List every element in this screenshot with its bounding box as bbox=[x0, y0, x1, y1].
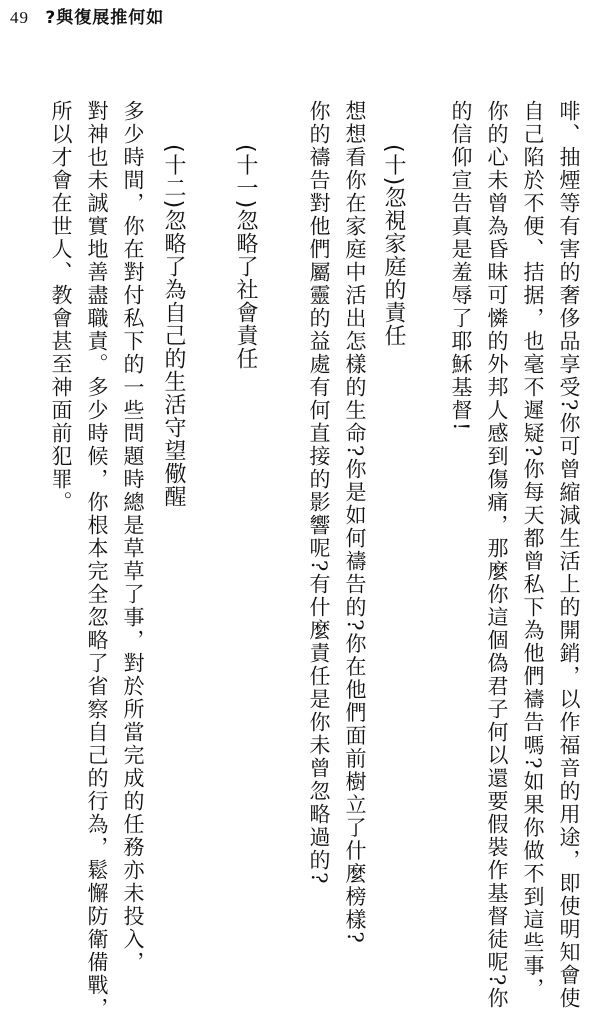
paragraph-line: 自己陷於不便、拮据，也毫不遲疑?你每天都曾私下為他們禱告嗎?如果你做不到這些事， bbox=[521, 100, 545, 1001]
paragraph-line: 啡、抽煙等有害的奢侈品享受?你可曾縮減生活上的開銷，以作福音的用途，即使明知會使 bbox=[557, 100, 581, 1011]
paragraph-line: 多少時間，你在對付私下的一些問題時總是草草了事，對於所當完成的任務亦未投入， bbox=[121, 100, 145, 974]
section-heading-12: (十二)忽略了為自己的生活守望儆醒 bbox=[161, 144, 186, 509]
paragraph-line: 想想看你在家庭中活出怎樣的生命?你是如何禱告的?你在他們面前樹立了什麼榜樣? bbox=[343, 100, 367, 945]
section-heading-11: (十一)忽略了社會責任 bbox=[233, 144, 258, 371]
paragraph-line: 的信仰宣告真是羞辱了耶穌基督! bbox=[449, 100, 473, 433]
page-header bbox=[10, 6, 164, 30]
running-title: ?與復展推何如 bbox=[45, 8, 165, 28]
paragraph-line: 所以才會在世人、教會甚至神面前犯罪。 bbox=[49, 100, 73, 514]
paragraph-line: 你的禱告對他們屬靈的益處有何直接的影響呢?有什麼責任是你未曾忽略過的? bbox=[307, 100, 331, 886]
page-number: 49 bbox=[10, 8, 29, 27]
paragraph-line: 對神也未誠實地善盡職責。多少時候，你根本完全忽略了省察自己的行為，鬆懈防衛備戰， bbox=[85, 100, 109, 1020]
paragraph-line: 你的心未曾為昏昧可憐的外邦人感到傷痛，那麼你這個偽君子何以還要假裝作基督徒呢?你 bbox=[485, 100, 509, 1011]
section-heading-10: (十)忽視家庭的責任 bbox=[381, 144, 406, 348]
